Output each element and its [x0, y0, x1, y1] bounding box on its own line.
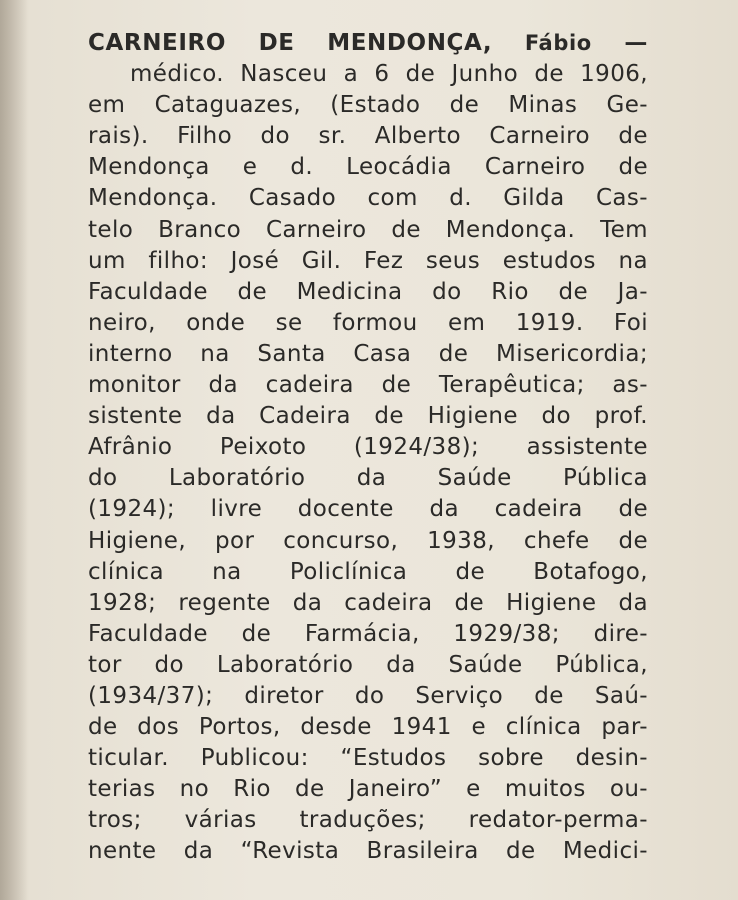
entry-dash: — — [624, 30, 649, 56]
entry-line: (1934/37); diretor do Serviço de Saú- — [88, 682, 648, 709]
entry-line: tor do Laboratório da Saúde Pública, — [88, 651, 648, 678]
biography-entry — [88, 28, 648, 868]
entry-line: (1924); livre docente da cadeira de — [88, 496, 648, 523]
entry-line: ticular. Publicou: “Estudos sobre desin- — [88, 745, 648, 772]
entry-line: neiro, onde se formou em 1919. Foi — [88, 309, 648, 336]
entry-line: telo Branco Carneiro de Mendonça. Tem — [88, 216, 648, 243]
entry-line: de dos Portos, desde 1941 e clínica par- — [88, 714, 648, 741]
entry-line: Higiene, por concurso, 1938, chefe de — [88, 527, 648, 554]
entry-line: monitor da cadeira de Terapêutica; as- — [88, 372, 648, 399]
entry-line: do Laboratório da Saúde Pública — [88, 465, 648, 492]
entry-line: Mendonça. Casado com d. Gilda Cas- — [88, 185, 648, 212]
entry-line: interno na Santa Casa de Misericordia; — [88, 340, 648, 367]
entry-given-name: Fábio — [524, 31, 592, 55]
entry-surname: CARNEIRO DE MENDONÇA, — [88, 30, 493, 56]
entry-line: um filho: José Gil. Fez seus estudos na — [88, 247, 648, 274]
entry-line: 1928; regente da cadeira de Higiene da — [88, 589, 648, 616]
entry-line: terias no Rio de Janeiro” e muitos ou- — [88, 776, 648, 803]
entry-line: Afrânio Peixoto (1924/38); assistente — [88, 434, 648, 461]
entry-line: Mendonça e d. Leocádia Carneiro de — [88, 154, 648, 181]
entry-line: nente da “Revista Brasileira de Medici- — [88, 838, 648, 865]
entry-line: em Cataguazes, (Estado de Minas Ge- — [88, 92, 648, 119]
entry-line: Faculdade de Farmácia, 1929/38; dire- — [88, 620, 648, 647]
entry-line: clínica na Policlínica de Botafogo, — [88, 558, 648, 585]
page-gutter-shadow — [0, 0, 28, 900]
entry-line: sistente da Cadeira de Higiene do prof. — [88, 403, 648, 430]
entry-line: médico. Nasceu a 6 de Junho de 1906, — [130, 61, 648, 88]
entry-line: Faculdade de Medicina do Rio de Ja- — [88, 278, 648, 305]
entry-headline — [88, 28, 648, 59]
entry-line: rais). Filho do sr. Alberto Carneiro de — [88, 123, 648, 150]
entry-line: tros; várias traduções; redator-perma- — [88, 807, 648, 834]
